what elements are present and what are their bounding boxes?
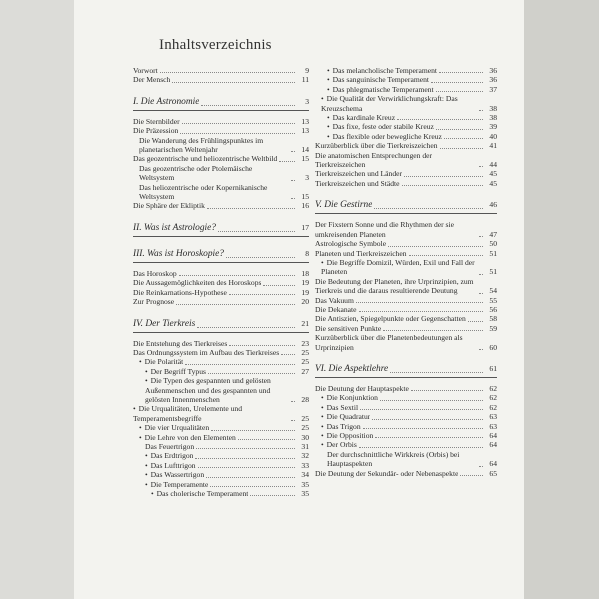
toc-entry [315,296,497,305]
dot-leader [360,409,483,410]
toc-page-number: 27 [301,366,309,376]
dot-leader [402,185,484,186]
toc-entry-title: II. Was ist Astrologie? [133,222,216,233]
dot-leader [359,311,483,312]
toc-entry-title: Planeten und Tierkreiszeichen [315,248,407,258]
dot-leader [218,231,295,232]
toc-page-number: 63 [489,421,497,431]
toc-entry-title: • Die Typen des gespannten und gelösten Außenmenschen und des gespannten und gelösten Innenmenschen [145,376,289,404]
toc-entry [315,384,497,393]
toc-entry-title: III. Was ist Horoskopie? [133,248,224,259]
dot-leader [479,110,483,111]
toc-entry [133,451,309,460]
toc-entry-title: • Das Sextil [321,403,358,412]
toc-entry [133,348,309,357]
toc-entry [315,393,497,402]
toc-page-number: 35 [301,479,309,489]
dot-leader [359,447,483,448]
toc-entry [133,376,309,404]
toc-entry-title: Der Fixstern Sonne und die Rhythmen der sie umkreisenden Planeten [315,220,454,239]
dot-leader [211,430,295,431]
toc-entry [315,66,497,75]
toc-entry-title: Der durchschnittliche Wirkkreis (Orbis) bei Hauptaspekten [327,449,460,469]
toc-chapter [133,316,309,333]
toc-entry-title: I. Die Astronomie [133,96,200,107]
toc-entry [133,117,309,126]
toc-page-number: 33 [301,460,309,470]
dot-leader [291,151,295,152]
toc-entry [133,357,309,366]
dot-leader [291,198,295,199]
dot-leader [411,390,483,391]
toc-entry-title: • Das phlegmatische Temperament [327,85,434,94]
toc-page-number: 38 [489,103,497,113]
toc-entry [315,450,497,469]
dot-leader [250,495,295,496]
toc-page-number: 47 [489,229,497,239]
toc-entry [315,314,497,323]
dot-leader [444,138,483,139]
toc-entry-title: Die Aussagemöglichkeiten des Horoskops [133,278,262,288]
toc-entry-title: Astrologische Symbole [315,239,387,249]
toc-page-number: 51 [489,267,497,277]
dot-leader [436,129,483,130]
dot-leader [390,372,483,373]
dot-leader [479,466,483,467]
dot-leader [176,304,295,305]
dot-leader [281,354,295,355]
toc-page-number: 54 [489,286,497,296]
toc-entry [133,367,309,376]
toc-entry-title: IV. Der Tierkreis [133,318,196,329]
toc-page-number: 41 [489,141,497,151]
toc-page-number: 46 [489,200,497,210]
toc-page-number: 56 [489,304,497,314]
toc-chapter [315,197,497,214]
toc-entry-title: • Der Begriff Typus [145,367,206,376]
dot-leader [363,428,483,429]
toc-page-number: 13 [301,126,309,136]
toc-entry-title: • Das kardinale Kreuz [327,113,395,122]
toc-page-number: 62 [489,402,497,412]
toc-page-number: 36 [489,75,497,85]
toc-entry [315,249,497,258]
toc-page-number: 20 [301,297,309,307]
toc-page-number: 25 [301,357,309,367]
toc-page-number: 32 [301,451,309,461]
dot-leader [397,119,483,120]
dot-leader [229,345,295,346]
dot-leader [207,208,295,209]
dot-leader [440,148,483,149]
toc-entry [315,179,497,188]
toc-page-number: 55 [489,295,497,305]
dot-leader [388,246,483,247]
dot-leader [226,257,295,258]
toc-entry-title: • Die Polarität [139,357,183,366]
toc-entry-title: Tierkreiszeichen und Länder [315,169,403,179]
dot-leader [279,161,295,162]
toc-entry-title: • Die Opposition [321,431,373,440]
toc-entry [133,164,309,183]
toc-entry-title: • Die Urqualitäten, Urelemente und Temperamentsbegriffe [133,404,289,423]
toc-page-number: 37 [489,84,497,94]
dot-leader [182,123,295,124]
toc-entry-title: • Das melancholische Temperament [327,66,437,75]
dot-leader [185,364,295,365]
toc-entry-title: Die Sternbilder [133,116,180,126]
toc-left-column [133,66,309,498]
toc-page-number: 50 [489,239,497,249]
dot-leader [356,302,483,303]
toc-entry-title: Die Deutung der Hauptaspekte [315,383,409,393]
toc-entry-title: • Das Wassertrigon [145,470,204,479]
toc-entry-title: Das Ordnungssystem im Aufbau des Tierkreises [133,347,280,357]
toc-page-number: 64 [489,459,497,469]
toc-page-number: 19 [301,287,309,297]
toc-entry-title: • Die Konjunktion [321,393,378,402]
toc-entry-title: • Der Orbis [321,440,357,449]
toc-entry-title: Die Deutung der Sekundär- oder Nebenaspekte [315,468,459,478]
toc-page-number: 45 [489,178,497,188]
dot-leader [291,180,295,181]
toc-entry [133,461,309,470]
toc-page-number: 36 [489,66,497,75]
dot-leader [291,420,295,421]
toc-entry [133,201,309,210]
toc-page-number: 31 [301,441,309,451]
toc-chapter [133,246,309,263]
toc-page-number: 25 [301,347,309,357]
toc-entry [133,442,309,451]
dot-leader [375,437,483,438]
dot-leader [160,72,295,73]
toc-page-number: 44 [489,160,497,170]
dot-leader [197,327,295,328]
dot-leader [404,176,483,177]
dot-leader [479,166,483,167]
toc-page-number: 28 [301,394,309,404]
toc-right-column [315,66,497,478]
toc-page-number: 38 [489,113,497,123]
toc-entry [133,297,309,306]
toc-entry-title: Die Bedeutung der Planeten, ihre Urprinzipien, zum Tierkreis und die daraus resultierende Deutung [315,276,474,296]
toc-page-number: 9 [305,66,309,75]
dot-leader [180,133,295,134]
page-edge [520,0,599,599]
toc-entry [133,269,309,278]
toc-entry-title: Das Horoskop [133,268,177,278]
toc-entry [315,431,497,440]
dot-leader [196,448,295,449]
dot-leader [479,349,483,350]
toc-entry [315,94,497,113]
toc-page-number: 25 [301,423,309,433]
toc-page-number: 3 [305,173,309,183]
toc-entry [133,480,309,489]
toc-page-number: 45 [489,169,497,179]
toc-page-number: 23 [301,338,309,348]
toc-entry-title: • Das Erdtrigon [145,451,193,460]
toc-page-number: 61 [489,363,497,373]
toc-entry-title: VI. Die Aspektlehre [315,363,389,374]
toc-entry [133,183,309,202]
toc-page-number: 35 [301,489,309,498]
toc-entry-title: Das geozentrische oder Ptolemäische Weltsystem [139,163,253,183]
toc-entry [133,489,309,498]
toc-entry [315,422,497,431]
toc-entry [133,433,309,442]
toc-entry-title: • Die Quadratur [321,412,370,421]
dot-leader [460,475,483,476]
dot-leader [479,293,483,294]
toc-entry-title: Vorwort [133,66,158,75]
toc-entry-title: Der Mensch [133,75,171,85]
toc-page-number: 21 [301,318,309,328]
toc-entry-title: Kurzüberblick über die Tierkreiszeichen [315,141,438,151]
toc-entry [315,113,497,122]
toc-page-number: 13 [301,116,309,126]
toc-page-number: 25 [301,413,309,423]
toc-entry [315,440,497,449]
toc-entry-title: Die Sphäre der Ekliptik [133,201,205,211]
toc-entry [315,324,497,333]
toc-entry-title: • Das cholerische Temperament [151,489,248,498]
toc-entry [315,258,497,277]
toc-page-number: 64 [489,431,497,440]
dot-leader [263,285,295,286]
toc-entry [315,412,497,421]
toc-page-number: 19 [301,278,309,288]
toc-entry [315,239,497,248]
toc-page-number: 16 [301,201,309,211]
toc-page-number: 11 [301,75,309,85]
toc-entry-title: Das heliozentrische oder Kopernikanische Weltsystem [139,182,268,202]
toc-entry-title: Die Antiszien, Spiegelpunkte oder Gegenschatten [315,314,466,324]
toc-entry-title: Die sensitiven Punkte [315,323,382,333]
dot-leader [172,82,295,83]
toc-entry [133,288,309,297]
toc-page-number: 51 [489,248,497,258]
toc-page-number: 40 [489,131,497,141]
dot-leader [479,274,483,275]
toc-entry [315,75,497,84]
toc-entry-title: Die Dekanate [315,304,357,314]
toc-entry-title: • Die vier Urqualitäten [139,423,209,432]
toc-entry-title: Das Vakuum [315,295,354,305]
toc-entry-title: Die Wanderung des Frühlingspunktes im planetarischen Weltenjahr [139,135,264,155]
toc-entry [133,136,309,155]
toc-page-number: 8 [305,248,309,258]
dot-leader [198,467,295,468]
toc-entry-title: Kurzüberblick über die Planetenbedeutungen als Urprinzipien [315,333,463,352]
toc-entry-title: • Die Begriffe Domizil, Würden, Exil und Fall der Planeten [321,258,477,277]
toc-entry-title: Das geozentrische und heliozentrische Weltbild [133,154,278,164]
toc-chapter [133,94,309,111]
toc-entry-title: Zur Prognose [133,297,175,307]
dot-leader [380,400,483,401]
toc-page-number: 18 [301,268,309,278]
toc-page-number: 63 [489,412,497,422]
toc-entry-title: Die Präzession [133,126,179,136]
dot-leader [179,275,295,276]
toc-chapter [133,220,309,237]
toc-entry [133,126,309,135]
dot-leader [479,236,483,237]
toc-page-number: 14 [301,145,309,155]
dot-leader [201,105,295,106]
dot-leader [291,401,295,402]
toc-page-number: 15 [301,154,309,164]
toc-entry [315,132,497,141]
toc-page-number: 30 [301,432,309,442]
dot-leader [374,208,483,209]
dot-leader [439,72,483,73]
dot-leader [468,321,483,322]
toc-page-number: 62 [489,393,497,403]
page-title: Inhaltsverzeichnis [159,37,272,53]
toc-page-number: 59 [489,323,497,333]
toc-entry [315,305,497,314]
toc-entry-title: Die Reinkarnations-Hypothese [133,287,227,297]
toc-page-number: 64 [489,440,497,450]
toc-entry [315,220,497,239]
toc-entry-title: • Die Temperamente [145,480,208,489]
dot-leader [195,458,295,459]
toc-entry-title: • Das fixe, feste oder stabile Kreuz [327,122,434,131]
dot-leader [409,255,483,256]
dot-leader [229,294,295,295]
toc-page-number: 15 [301,192,309,202]
toc-entry-title: Die anatomischen Entsprechungen der Tierkreiszeichen [315,150,433,170]
toc-page-number: 62 [489,383,497,393]
toc-entry [315,403,497,412]
toc-entry [133,470,309,479]
toc-entry [315,122,497,131]
toc-entry-title: • Das sanguinische Temperament [327,75,429,84]
toc-page-number: 58 [489,314,497,324]
toc-page-number: 65 [489,468,497,478]
toc-entry [315,333,497,352]
toc-entry [133,154,309,163]
toc-entry [315,151,497,170]
toc-page-number: 3 [305,96,309,106]
toc-entry [315,169,497,178]
toc-page-number: 60 [489,342,497,352]
toc-entry [133,278,309,287]
toc-entry [133,423,309,432]
dot-leader [436,91,483,92]
toc-chapter [315,361,497,378]
toc-entry-title: • Das flexible oder bewegliche Kreuz [327,132,442,141]
toc-entry [315,85,497,94]
toc-entry-title: Tierkreiszeichen und Städte [315,178,400,188]
toc-entry [133,339,309,348]
toc-entry-title: • Die Lehre von den Elementen [139,433,236,442]
toc-entry-title: V. Die Gestirne [315,200,373,211]
dot-leader [372,419,483,420]
dot-leader [208,373,295,374]
toc-entry [315,141,497,150]
dot-leader [383,330,483,331]
toc-page-number: 17 [301,222,309,232]
toc-entry [133,404,309,423]
toc-page-number: 39 [489,122,497,132]
dot-leader [431,82,483,83]
toc-page-number: 34 [301,470,309,480]
toc-entry [133,66,309,75]
toc-entry [315,469,497,478]
toc-entry [315,277,497,296]
dot-leader [210,486,295,487]
toc-entry-title: • Das Trigon [321,422,361,431]
toc-entry-title: • Die Qualität der Verwirklichungskraft: Das Kreuzschema [321,94,477,113]
dot-leader [238,439,295,440]
toc-entry [133,75,309,84]
dot-leader [206,477,295,478]
toc-entry-title: • Das Lufttrigon [145,461,196,470]
toc-entry-title: Die Entstehung des Tierkreises [133,338,228,348]
toc-entry-title: Das Feuertrigon [145,441,195,451]
